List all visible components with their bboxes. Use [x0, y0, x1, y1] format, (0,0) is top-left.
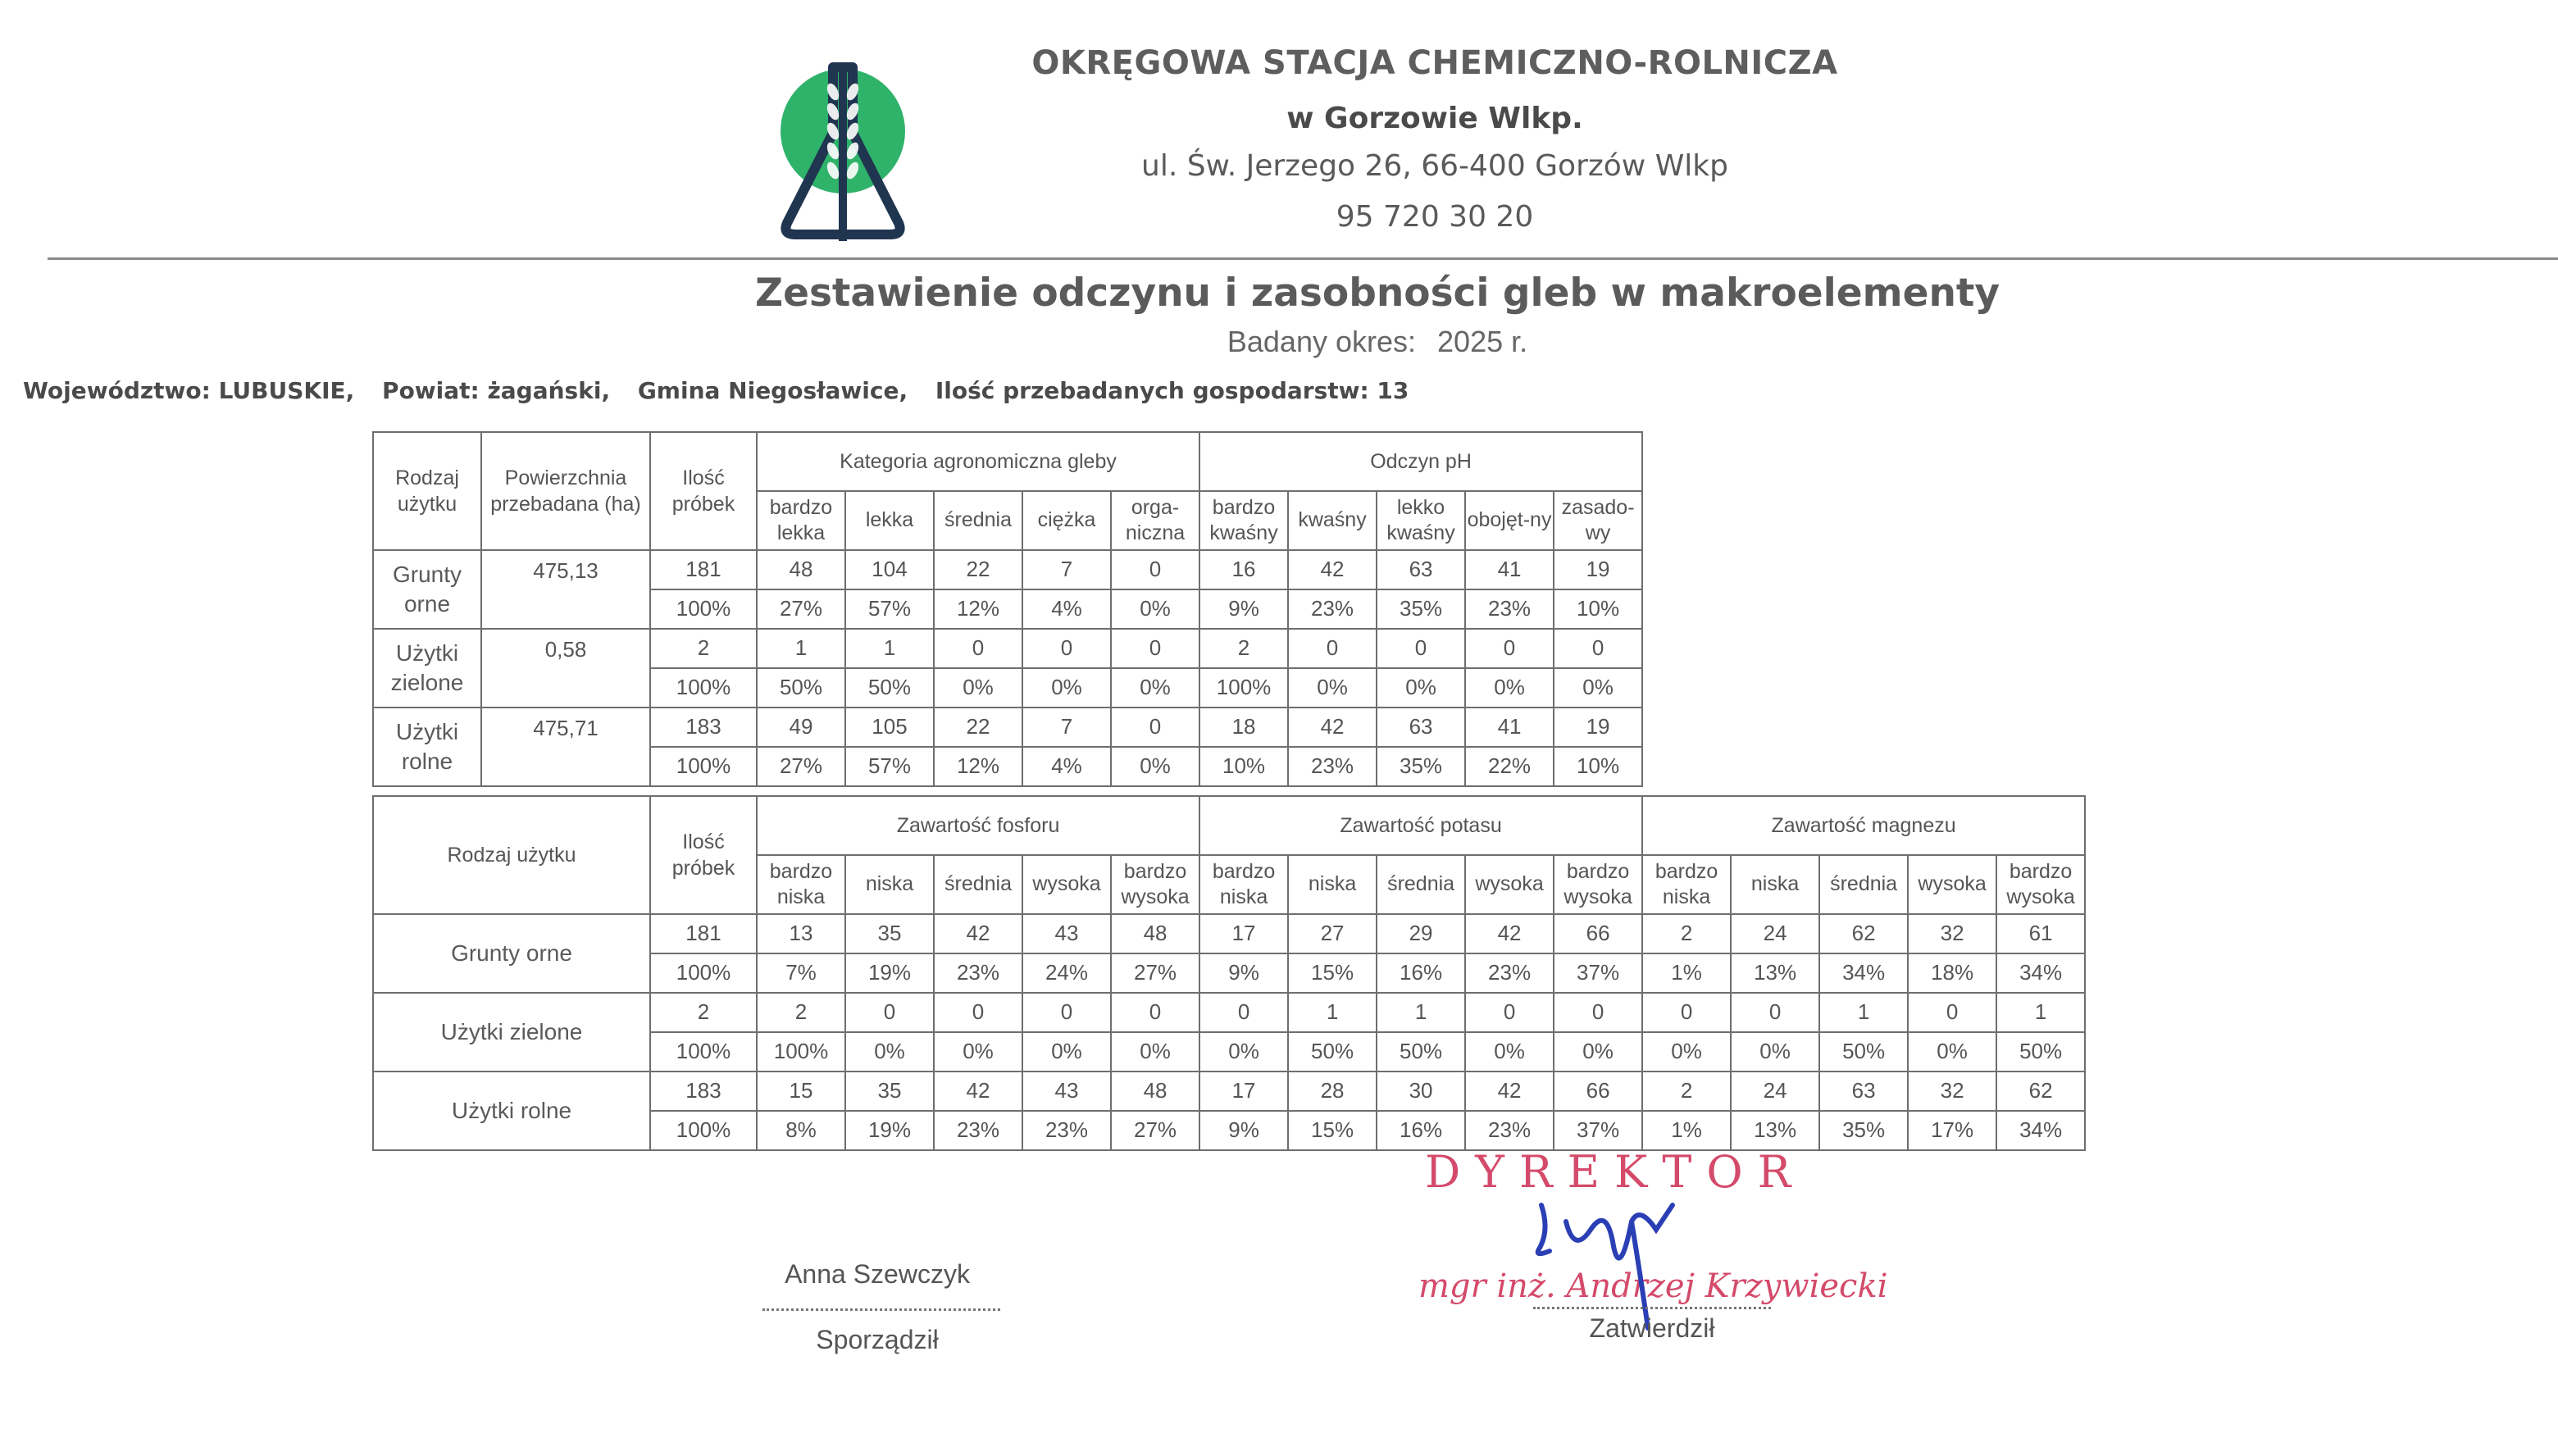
t2-count-cell: 0: [1554, 993, 1642, 1032]
t1-count-cell: 1: [757, 629, 845, 668]
t1-percent-cell: 12%: [934, 747, 1022, 786]
t2-percent-cell: 13%: [1731, 953, 1819, 993]
t2-percent-cell: 34%: [1996, 1111, 2085, 1150]
t1-count-cell: 16: [1199, 550, 1288, 589]
t1-count-cell: 104: [845, 550, 934, 589]
t2-percent-cell: 19%: [845, 953, 934, 993]
t1-percent-cell: 4%: [1022, 747, 1111, 786]
t2-percent-cell: 7%: [757, 953, 845, 993]
t2-count-cell: 42: [1465, 1072, 1554, 1111]
t2-count-cell: 27: [1288, 914, 1377, 953]
document-title: Zestawienie odczynu i zasobności gleb w makroelementy: [754, 271, 2000, 316]
t2-count-cell: 0: [934, 993, 1022, 1032]
t2-percent-cell: 23%: [1022, 1111, 1111, 1150]
t2-percent-cell: 19%: [845, 1111, 934, 1150]
t2-count-cell: 183: [650, 1072, 757, 1111]
t2-percent-cell: 0%: [1022, 1032, 1111, 1072]
t2-count-cell: 32: [1908, 1072, 1996, 1111]
t1-percent-cell: 4%: [1022, 589, 1111, 629]
institution-phone: 95 720 30 20: [1336, 200, 1534, 234]
institution-name: OKRĘGOWA STACJA CHEMICZNO-ROLNICZA: [1031, 44, 1838, 82]
t2-percent-cell: 0%: [1642, 1032, 1731, 1072]
t2-subheader: wysoka: [1908, 855, 1996, 914]
t1-subheader: lekka: [845, 491, 934, 550]
prepared-by-dotted-line: [762, 1308, 1000, 1311]
meta-voivodeship: Województwo: LUBUSKIE,: [23, 377, 355, 404]
t2-header-use: Rodzaj użytku: [373, 796, 650, 914]
t1-count-cell: 7: [1022, 708, 1111, 747]
t1-row-area: 475,13: [481, 550, 650, 629]
t1-count-cell: 0: [1288, 629, 1377, 668]
t2-count-cell: 2: [650, 993, 757, 1032]
t1-count-cell: 0: [1111, 629, 1199, 668]
t2-count-cell: 0: [1465, 993, 1554, 1032]
t2-percent-cell: 0%: [1731, 1032, 1819, 1072]
t2-percent-cell: 16%: [1377, 1111, 1465, 1150]
t2-row-label: Użytki zielone: [373, 993, 650, 1072]
t1-subheader: orga-niczna: [1111, 491, 1199, 550]
t1-row-label: Grunty orne: [373, 550, 481, 629]
t2-percent-cell: 35%: [1819, 1111, 1908, 1150]
t2-percent-cell: 50%: [1288, 1032, 1377, 1072]
t1-percent-cell: 10%: [1199, 747, 1288, 786]
t2-percent-cell: 50%: [1819, 1032, 1908, 1072]
table-row: [373, 629, 1642, 668]
t2-percent-cell: 37%: [1554, 953, 1642, 993]
t2-count-cell: 0: [1199, 993, 1288, 1032]
t1-header-soil-category: Kategoria agronomiczna gleby: [757, 432, 1199, 491]
t2-count-cell: 61: [1996, 914, 2085, 953]
t2-subheader: bardzo niska: [1199, 855, 1288, 914]
t1-count-cell: 42: [1288, 708, 1377, 747]
t2-percent-cell: 50%: [1377, 1032, 1465, 1072]
t2-subheader: bardzo niska: [757, 855, 845, 914]
t2-count-cell: 62: [1819, 914, 1908, 953]
t2-count-cell: 35: [845, 1072, 934, 1111]
t2-count-cell: 2: [757, 993, 845, 1032]
t2-percent-cell: 9%: [1199, 1111, 1288, 1150]
director-stamp-title: DYREKTOR: [1425, 1146, 1806, 1198]
t1-count-cell: 48: [757, 550, 845, 589]
t2-percent-cell: 9%: [1199, 953, 1288, 993]
t2-percent-cell: 50%: [1996, 1032, 2085, 1072]
period-line: [1066, 325, 1689, 359]
t2-count-cell: 43: [1022, 1072, 1111, 1111]
t2-percent-cell: 15%: [1288, 1111, 1377, 1150]
director-stamp-name: mgr inż. Andrzej Krzywiecki: [1418, 1267, 1888, 1305]
t1-header-use: Rodzaj użytku: [373, 432, 481, 550]
t1-count-cell: 18: [1199, 708, 1288, 747]
t2-count-cell: 1: [1377, 993, 1465, 1032]
t1-percent-cell: 27%: [757, 589, 845, 629]
t2-subheader: niska: [1731, 855, 1819, 914]
t1-row-area: 475,71: [481, 708, 650, 786]
t1-subheader: średnia: [934, 491, 1022, 550]
t1-percent-cell: 0%: [1465, 668, 1554, 708]
t2-percent-cell: 18%: [1908, 953, 1996, 993]
t1-count-cell: 0: [1111, 550, 1199, 589]
t2-subheader: bardzo wysoka: [1996, 855, 2085, 914]
table-row: [373, 550, 1642, 589]
t2-count-cell: 1: [1996, 993, 2085, 1032]
t1-count-cell: 0: [1377, 629, 1465, 668]
wheat-flask-logo-icon: [767, 59, 915, 248]
t2-subheader: średnia: [934, 855, 1022, 914]
t1-percent-cell: 27%: [757, 747, 845, 786]
t1-percent-cell: 23%: [1465, 589, 1554, 629]
t2-count-cell: 28: [1288, 1072, 1377, 1111]
table-row: [373, 993, 2085, 1032]
meta-commune: Gmina Niegosławice,: [637, 377, 908, 404]
t1-count-cell: 2: [650, 629, 757, 668]
t1-count-cell: 22: [934, 550, 1022, 589]
t1-percent-cell: 0%: [934, 668, 1022, 708]
t1-header-samples: Ilość próbek: [650, 432, 757, 550]
t1-percent-cell: 100%: [650, 747, 757, 786]
t2-percent-cell: 23%: [934, 953, 1022, 993]
t1-percent-cell: 100%: [650, 668, 757, 708]
t2-count-cell: 24: [1731, 914, 1819, 953]
t2-count-cell: 1: [1288, 993, 1377, 1032]
t2-percent-cell: 0%: [1111, 1032, 1199, 1072]
t2-subheader: niska: [845, 855, 934, 914]
t2-count-cell: 15: [757, 1072, 845, 1111]
t2-percent-cell: 15%: [1288, 953, 1377, 993]
t1-count-cell: 63: [1377, 550, 1465, 589]
meta-farms: Ilość przebadanych gospodarstw: 13: [935, 377, 1409, 404]
t2-row-label: Użytki rolne: [373, 1072, 650, 1150]
t1-percent-cell: 0%: [1111, 589, 1199, 629]
t2-percent-cell: 0%: [1465, 1032, 1554, 1072]
t1-percent-cell: 22%: [1465, 747, 1554, 786]
t2-count-cell: 0: [1731, 993, 1819, 1032]
t2-count-cell: 66: [1554, 914, 1642, 953]
t2-subheader: wysoka: [1465, 855, 1554, 914]
ph-soil-category-table: [372, 431, 1643, 787]
t2-percent-cell: 100%: [650, 1111, 757, 1150]
t2-percent-cell: 0%: [845, 1032, 934, 1072]
approved-by-dotted-line: [1533, 1307, 1771, 1309]
t2-percent-cell: 16%: [1377, 953, 1465, 993]
t1-count-cell: 41: [1465, 708, 1554, 747]
t2-count-cell: 62: [1996, 1072, 2085, 1111]
t1-header-ph: Odczyn pH: [1199, 432, 1642, 491]
t2-count-cell: 0: [1022, 993, 1111, 1032]
t1-percent-cell: 35%: [1377, 589, 1465, 629]
period-value: 2025 r.: [1437, 325, 1528, 358]
t2-percent-cell: 23%: [1465, 953, 1554, 993]
t1-percent-cell: 12%: [934, 589, 1022, 629]
t2-percent-cell: 27%: [1111, 1111, 1199, 1150]
t1-count-cell: 63: [1377, 708, 1465, 747]
t2-percent-cell: 0%: [1554, 1032, 1642, 1072]
t2-count-cell: 13: [757, 914, 845, 953]
t2-percent-cell: 0%: [1199, 1032, 1288, 1072]
t1-subheader: lekko kwaśny: [1377, 491, 1465, 550]
table-row: [373, 708, 1642, 747]
t2-count-cell: 0: [1111, 993, 1199, 1032]
t2-count-cell: 0: [1642, 993, 1731, 1032]
t1-percent-cell: 23%: [1288, 747, 1377, 786]
t1-percent-cell: 0%: [1288, 668, 1377, 708]
t1-subheader: kwaśny: [1288, 491, 1377, 550]
t2-count-cell: 63: [1819, 1072, 1908, 1111]
institution-address: ul. Św. Jerzego 26, 66-400 Gorzów Wlkp: [1141, 149, 1728, 183]
t1-percent-cell: 0%: [1554, 668, 1642, 708]
t1-count-cell: 0: [1554, 629, 1642, 668]
t1-row-area: 0,58: [481, 629, 650, 708]
t1-count-cell: 105: [845, 708, 934, 747]
t2-subheader: niska: [1288, 855, 1377, 914]
t2-count-cell: 17: [1199, 914, 1288, 953]
t2-subheader: średnia: [1819, 855, 1908, 914]
t1-count-cell: 7: [1022, 550, 1111, 589]
t1-subheader: bardzo kwaśny: [1199, 491, 1288, 550]
t2-count-cell: 17: [1199, 1072, 1288, 1111]
t1-count-cell: 0: [934, 629, 1022, 668]
t2-subheader: bardzo wysoka: [1111, 855, 1199, 914]
t1-count-cell: 0: [1111, 708, 1199, 747]
t2-count-cell: 43: [1022, 914, 1111, 953]
t1-percent-cell: 10%: [1554, 747, 1642, 786]
meta-county: Powiat: żagański,: [382, 377, 611, 404]
t2-count-cell: 66: [1554, 1072, 1642, 1111]
t2-count-cell: 42: [934, 914, 1022, 953]
t2-percent-cell: 1%: [1642, 953, 1731, 993]
t2-header-potassium: Zawartość potasu: [1199, 796, 1642, 855]
t2-subheader: średnia: [1377, 855, 1465, 914]
t2-percent-cell: 100%: [757, 1032, 845, 1072]
t2-count-cell: 0: [1908, 993, 1996, 1032]
t1-percent-cell: 57%: [845, 747, 934, 786]
t1-percent-cell: 9%: [1199, 589, 1288, 629]
t1-count-cell: 42: [1288, 550, 1377, 589]
prepared-by-role: Sporządził: [816, 1325, 939, 1354]
t2-count-cell: 42: [934, 1072, 1022, 1111]
t2-count-cell: 42: [1465, 914, 1554, 953]
t1-count-cell: 1: [845, 629, 934, 668]
t2-percent-cell: 37%: [1554, 1111, 1642, 1150]
t2-percent-cell: 34%: [1819, 953, 1908, 993]
t1-subheader: ciężka: [1022, 491, 1111, 550]
t1-row-label: Użytki zielone: [373, 629, 481, 708]
t1-percent-cell: 100%: [1199, 668, 1288, 708]
t1-count-cell: 0: [1022, 629, 1111, 668]
t2-percent-cell: 0%: [934, 1032, 1022, 1072]
t1-percent-cell: 50%: [757, 668, 845, 708]
t2-count-cell: 2: [1642, 1072, 1731, 1111]
t1-percent-cell: 100%: [650, 589, 757, 629]
t2-count-cell: 0: [845, 993, 934, 1032]
t2-percent-cell: 100%: [650, 953, 757, 993]
t2-percent-cell: 27%: [1111, 953, 1199, 993]
t1-subheader: zasado-wy: [1554, 491, 1642, 550]
t1-row-label: Użytki rolne: [373, 708, 481, 786]
t1-percent-cell: 50%: [845, 668, 934, 708]
t2-subheader: bardzo niska: [1642, 855, 1731, 914]
t2-subheader: bardzo wysoka: [1554, 855, 1642, 914]
header-divider: [48, 257, 2558, 260]
t2-count-cell: 29: [1377, 914, 1465, 953]
t2-count-cell: 32: [1908, 914, 1996, 953]
t2-percent-cell: 34%: [1996, 953, 2085, 993]
approved-by-role: Zatwierdził: [1589, 1313, 1715, 1343]
t2-count-cell: 181: [650, 914, 757, 953]
t2-percent-cell: 100%: [650, 1032, 757, 1072]
t1-percent-cell: 57%: [845, 589, 934, 629]
t2-percent-cell: 8%: [757, 1111, 845, 1150]
handwritten-signature-icon: [1517, 1172, 1705, 1336]
institution-city: w Gorzowie Wlkp.: [1286, 102, 1583, 135]
t2-count-cell: 35: [845, 914, 934, 953]
t1-percent-cell: 35%: [1377, 747, 1465, 786]
macronutrient-table: [372, 795, 2086, 1151]
t1-count-cell: 22: [934, 708, 1022, 747]
t2-percent-cell: 0%: [1908, 1032, 1996, 1072]
t2-percent-cell: 23%: [934, 1111, 1022, 1150]
t2-count-cell: 48: [1111, 914, 1199, 953]
t2-percent-cell: 24%: [1022, 953, 1111, 993]
t2-count-cell: 2: [1642, 914, 1731, 953]
t2-header-magnesium: Zawartość magnezu: [1642, 796, 2085, 855]
t1-count-cell: 2: [1199, 629, 1288, 668]
t1-percent-cell: 0%: [1111, 668, 1199, 708]
t1-percent-cell: 23%: [1288, 589, 1377, 629]
t2-row-label: Grunty orne: [373, 914, 650, 993]
t1-count-cell: 49: [757, 708, 845, 747]
prepared-by-name: Anna Szewczyk: [785, 1259, 970, 1289]
t1-header-area: Powierzchnia przebadana (ha): [481, 432, 650, 550]
t2-subheader: wysoka: [1022, 855, 1111, 914]
table-row: [373, 1072, 2085, 1111]
t1-count-cell: 19: [1554, 708, 1642, 747]
t2-percent-cell: 23%: [1465, 1111, 1554, 1150]
t1-percent-cell: 0%: [1377, 668, 1465, 708]
t2-header-samples: Ilość próbek: [650, 796, 757, 914]
location-meta: [23, 377, 1428, 404]
t2-count-cell: 48: [1111, 1072, 1199, 1111]
t1-subheader: bardzo lekka: [757, 491, 845, 550]
t1-count-cell: 19: [1554, 550, 1642, 589]
table-row: [373, 914, 2085, 953]
t2-percent-cell: 1%: [1642, 1111, 1731, 1150]
t1-percent-cell: 0%: [1022, 668, 1111, 708]
t2-percent-cell: 13%: [1731, 1111, 1819, 1150]
t1-count-cell: 0: [1465, 629, 1554, 668]
period-label: Badany okres:: [1227, 325, 1417, 358]
t1-count-cell: 183: [650, 708, 757, 747]
t2-count-cell: 30: [1377, 1072, 1465, 1111]
t1-percent-cell: 10%: [1554, 589, 1642, 629]
t2-percent-cell: 17%: [1908, 1111, 1996, 1150]
t1-count-cell: 41: [1465, 550, 1554, 589]
t2-count-cell: 24: [1731, 1072, 1819, 1111]
t1-percent-cell: 0%: [1111, 747, 1199, 786]
t2-header-phosphorus: Zawartość fosforu: [757, 796, 1199, 855]
t1-count-cell: 181: [650, 550, 757, 589]
t2-count-cell: 1: [1819, 993, 1908, 1032]
t1-subheader: obojęt-ny: [1465, 491, 1554, 550]
